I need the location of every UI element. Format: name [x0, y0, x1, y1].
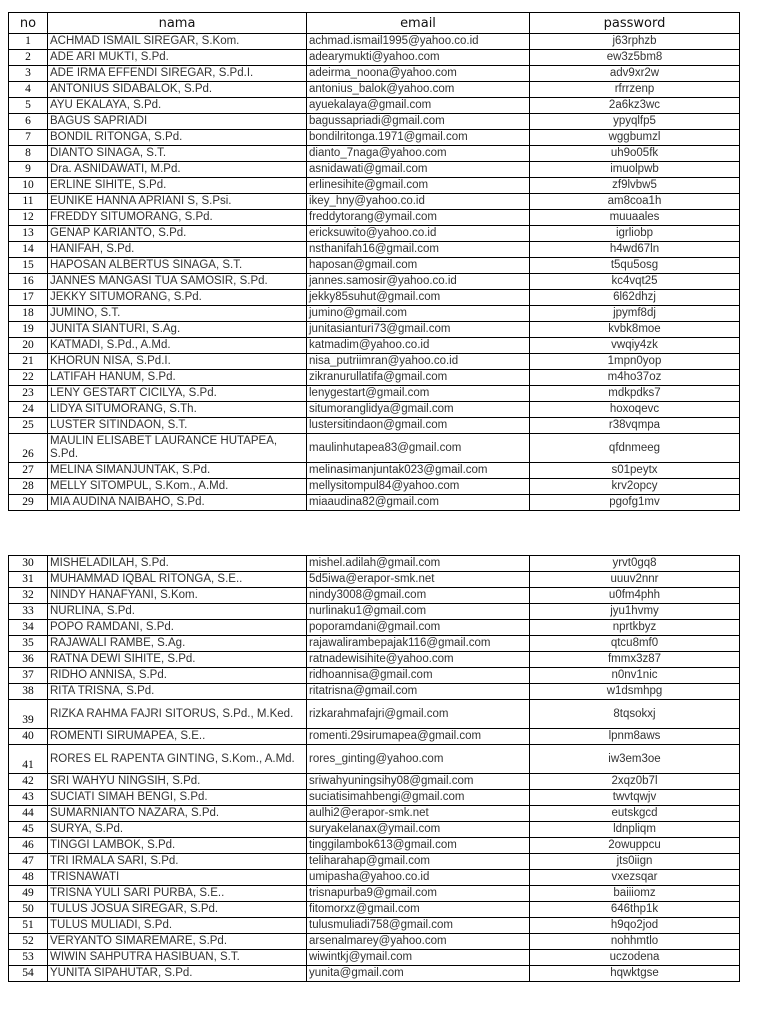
cell-no: 14 [9, 242, 48, 258]
table-row [9, 210, 740, 226]
cell-password: j63rphzb [530, 34, 740, 50]
cell-password: nohhmtlo [530, 934, 740, 950]
cell-nama: TRI IRMALA SARI, S.Pd. [48, 854, 307, 870]
cell-email: trisnapurba9@gmail.com [307, 886, 530, 902]
cell-password: qtcu8mf0 [530, 636, 740, 652]
cell-no: 12 [9, 210, 48, 226]
cell-email: jumino@gmail.com [307, 306, 530, 322]
cell-email: nurlinaku1@gmail.com [307, 604, 530, 620]
cell-password: 1mpn0yop [530, 354, 740, 370]
cell-nama: EUNIKE HANNA APRIANI S, S.Psi. [48, 194, 307, 210]
cell-no: 16 [9, 274, 48, 290]
cell-email: asnidawati@gmail.com [307, 162, 530, 178]
table-row [9, 146, 740, 162]
cell-no: 4 [9, 82, 48, 98]
table-row [9, 886, 740, 902]
cell-password: kvbk8moe [530, 322, 740, 338]
cell-nama: RAJAWALI RAMBE, S.Ag. [48, 636, 307, 652]
cell-password: 2a6kz3wc [530, 98, 740, 114]
table-row [9, 652, 740, 668]
cell-password: fmmx3z87 [530, 652, 740, 668]
cell-password: eutskgcd [530, 806, 740, 822]
table-row [9, 966, 740, 982]
table-row [9, 130, 740, 146]
table-row [9, 226, 740, 242]
cell-nama: YUNITA SIPAHUTAR, S.Pd. [48, 966, 307, 982]
cell-nama: RATNA DEWI SIHITE, S.Pd. [48, 652, 307, 668]
cell-no: 8 [9, 146, 48, 162]
cell-nama: KHORUN NISA, S.Pd.I. [48, 354, 307, 370]
cell-password: twvtqwjv [530, 790, 740, 806]
table-body-1 [9, 34, 740, 511]
header-no: no [9, 13, 48, 34]
cell-nama: MELINA SIMANJUNTAK, S.Pd. [48, 463, 307, 479]
cell-password: am8coa1h [530, 194, 740, 210]
cell-password: 8tqsokxj [530, 700, 740, 729]
cell-nama: AYU EKALAYA, S.Pd. [48, 98, 307, 114]
cell-no: 2 [9, 50, 48, 66]
cell-email: lustersitindaon@gmail.com [307, 418, 530, 434]
cell-password: jyu1hvmy [530, 604, 740, 620]
cell-nama: TRISNA YULI SARI PURBA, S.E.. [48, 886, 307, 902]
cell-nama: SRI WAHYU NINGSIH, S.Pd. [48, 774, 307, 790]
cell-no: 32 [9, 588, 48, 604]
cell-no: 29 [9, 495, 48, 511]
cell-password: pgofg1mv [530, 495, 740, 511]
cell-email: freddytorang@ymail.com [307, 210, 530, 226]
cell-password: ldnpliqm [530, 822, 740, 838]
table-row [9, 902, 740, 918]
table-row [9, 918, 740, 934]
header-nama: nama [48, 13, 307, 34]
cell-no: 1 [9, 34, 48, 50]
cell-nama: MUHAMMAD IQBAL RITONGA, S.E.. [48, 572, 307, 588]
table-row [9, 338, 740, 354]
cell-password: nprtkbyz [530, 620, 740, 636]
cell-no: 11 [9, 194, 48, 210]
cell-no: 7 [9, 130, 48, 146]
cell-password: w1dsmhpg [530, 684, 740, 700]
cell-nama: DIANTO SINAGA, S.T. [48, 146, 307, 162]
cell-email: ericksuwito@yahoo.co.id [307, 226, 530, 242]
cell-no: 37 [9, 668, 48, 684]
table-row [9, 684, 740, 700]
cell-password: igrliobp [530, 226, 740, 242]
cell-no: 38 [9, 684, 48, 700]
table-body-2 [9, 556, 740, 982]
table-row [9, 258, 740, 274]
cell-no: 19 [9, 322, 48, 338]
cell-nama: WIWIN SAHPUTRA HASIBUAN, S.T. [48, 950, 307, 966]
cell-nama: BONDIL RITONGA, S.Pd. [48, 130, 307, 146]
cell-no: 9 [9, 162, 48, 178]
cell-no: 36 [9, 652, 48, 668]
cell-no: 41 [9, 745, 48, 774]
cell-email: rajawalirambepajak116@gmail.com [307, 636, 530, 652]
cell-email: suciatisimahbengi@gmail.com [307, 790, 530, 806]
cell-password: rfrrzenp [530, 82, 740, 98]
table-row [9, 463, 740, 479]
cell-email: haposan@gmail.com [307, 258, 530, 274]
cell-password: krv2opcy [530, 479, 740, 495]
cell-email: zikranurullatifa@gmail.com [307, 370, 530, 386]
cell-email: wiwintkj@ymail.com [307, 950, 530, 966]
user-table-part-1 [8, 12, 740, 511]
cell-nama: VERYANTO SIMAREMARE, S.Pd. [48, 934, 307, 950]
cell-password: wggbumzl [530, 130, 740, 146]
cell-no: 23 [9, 386, 48, 402]
table-row [9, 806, 740, 822]
cell-email: ayuekalaya@gmail.com [307, 98, 530, 114]
cell-email: mellysitompul84@yahoo.com [307, 479, 530, 495]
cell-password: h4wd67ln [530, 242, 740, 258]
cell-nama: JUNITA SIANTURI, S.Ag. [48, 322, 307, 338]
cell-email: rores_ginting@yahoo.com [307, 745, 530, 774]
cell-email: tinggilambok613@gmail.com [307, 838, 530, 854]
table-row [9, 162, 740, 178]
cell-email: tulusmuliadi758@gmail.com [307, 918, 530, 934]
cell-nama: MIA AUDINA NAIBAHO, S.Pd. [48, 495, 307, 511]
cell-no: 54 [9, 966, 48, 982]
cell-no: 10 [9, 178, 48, 194]
cell-no: 51 [9, 918, 48, 934]
cell-password: uczodena [530, 950, 740, 966]
cell-nama: KATMADI, S.Pd., A.Md. [48, 338, 307, 354]
cell-nama: FREDDY SITUMORANG, S.Pd. [48, 210, 307, 226]
cell-password: 2xqz0b7l [530, 774, 740, 790]
cell-email: bondilritonga.1971@gmail.com [307, 130, 530, 146]
table-row [9, 790, 740, 806]
cell-nama: LENY GESTART CICILYA, S.Pd. [48, 386, 307, 402]
table-row [9, 418, 740, 434]
cell-password: adv9xr2w [530, 66, 740, 82]
cell-nama: HAPOSAN ALBERTUS SINAGA, S.T. [48, 258, 307, 274]
cell-password: hqwktgse [530, 966, 740, 982]
cell-no: 13 [9, 226, 48, 242]
cell-email: jannes.samosir@yahoo.co.id [307, 274, 530, 290]
table-row [9, 854, 740, 870]
cell-email: junitasianturi73@gmail.com [307, 322, 530, 338]
cell-nama: NURLINA, S.Pd. [48, 604, 307, 620]
cell-email: situmoranglidya@gmail.com [307, 402, 530, 418]
table-row [9, 729, 740, 745]
cell-password: s01peytx [530, 463, 740, 479]
cell-email: adeirma_noona@yahoo.com [307, 66, 530, 82]
cell-nama: LUSTER SITINDAON, S.T. [48, 418, 307, 434]
table-row [9, 354, 740, 370]
cell-email: miaaudina82@gmail.com [307, 495, 530, 511]
cell-email: ritatrisna@gmail.com [307, 684, 530, 700]
cell-password: t5qu5osg [530, 258, 740, 274]
table-row [9, 194, 740, 210]
cell-email: suryakelanax@ymail.com [307, 822, 530, 838]
cell-nama: SUCIATI SIMAH BENGI, S.Pd. [48, 790, 307, 806]
cell-no: 47 [9, 854, 48, 870]
cell-nama: GENAP KARIANTO, S.Pd. [48, 226, 307, 242]
cell-no: 25 [9, 418, 48, 434]
cell-password: jts0iign [530, 854, 740, 870]
cell-no: 33 [9, 604, 48, 620]
cell-no: 44 [9, 806, 48, 822]
cell-password: qfdnmeeg [530, 434, 740, 463]
table-row [9, 700, 740, 729]
cell-email: achmad.ismail1995@yahoo.co.id [307, 34, 530, 50]
cell-password: kc4vqt25 [530, 274, 740, 290]
cell-nama: TRISNAWATI [48, 870, 307, 886]
header-row [9, 13, 740, 34]
cell-email: 5d5iwa@erapor-smk.net [307, 572, 530, 588]
cell-no: 50 [9, 902, 48, 918]
table-row [9, 274, 740, 290]
table-row [9, 870, 740, 886]
table-row [9, 50, 740, 66]
cell-nama: TULUS MULIADI, S.Pd. [48, 918, 307, 934]
cell-password: ypyqlfp5 [530, 114, 740, 130]
cell-email: sriwahyuningsihy08@gmail.com [307, 774, 530, 790]
cell-password: muuaales [530, 210, 740, 226]
table-row [9, 604, 740, 620]
cell-no: 42 [9, 774, 48, 790]
cell-no: 52 [9, 934, 48, 950]
cell-nama: POPO RAMDANI, S.Pd. [48, 620, 307, 636]
cell-password: iw3em3oe [530, 745, 740, 774]
cell-no: 31 [9, 572, 48, 588]
cell-password: baiiiomz [530, 886, 740, 902]
cell-no: 24 [9, 402, 48, 418]
cell-password: uh9o05fk [530, 146, 740, 162]
cell-email: katmadim@yahoo.co.id [307, 338, 530, 354]
table-row [9, 98, 740, 114]
cell-password: u0fm4phh [530, 588, 740, 604]
cell-password: r38vqmpa [530, 418, 740, 434]
cell-email: yunita@gmail.com [307, 966, 530, 982]
cell-password: jpymf8dj [530, 306, 740, 322]
cell-nama: JEKKY SITUMORANG, S.Pd. [48, 290, 307, 306]
cell-email: rizkarahmafajri@gmail.com [307, 700, 530, 729]
cell-password: yrvt0gq8 [530, 556, 740, 572]
cell-no: 34 [9, 620, 48, 636]
cell-nama: TULUS JOSUA SIREGAR, S.Pd. [48, 902, 307, 918]
cell-no: 28 [9, 479, 48, 495]
cell-nama: MELLY SITOMPUL, S.Kom., A.Md. [48, 479, 307, 495]
cell-nama: JUMINO, S.T. [48, 306, 307, 322]
cell-email: antonius_balok@yahoo.com [307, 82, 530, 98]
cell-nama: RORES EL RAPENTA GINTING, S.Kom., A.Md. [48, 745, 307, 774]
cell-nama: ANTONIUS SIDABALOK, S.Pd. [48, 82, 307, 98]
user-table-part-2 [8, 555, 740, 982]
table-row [9, 370, 740, 386]
cell-password: mdkpdks7 [530, 386, 740, 402]
cell-email: nsthanifah16@gmail.com [307, 242, 530, 258]
cell-no: 20 [9, 338, 48, 354]
cell-nama: TINGGI LAMBOK, S.Pd. [48, 838, 307, 854]
cell-no: 6 [9, 114, 48, 130]
table-row [9, 34, 740, 50]
cell-no: 45 [9, 822, 48, 838]
cell-password: ew3z5bm8 [530, 50, 740, 66]
cell-email: maulinhutapea83@gmail.com [307, 434, 530, 463]
table-row [9, 178, 740, 194]
cell-email: umipasha@yahoo.co.id [307, 870, 530, 886]
cell-no: 40 [9, 729, 48, 745]
cell-email: ikey_hny@yahoo.co.id [307, 194, 530, 210]
cell-password: 646thp1k [530, 902, 740, 918]
cell-email: poporamdani@gmail.com [307, 620, 530, 636]
cell-password: uuuv2nnr [530, 572, 740, 588]
cell-nama: HANIFAH, S.Pd. [48, 242, 307, 258]
table-row [9, 402, 740, 418]
cell-nama: NINDY HANAFYANI, S.Kom. [48, 588, 307, 604]
table-row [9, 950, 740, 966]
cell-no: 3 [9, 66, 48, 82]
cell-no: 48 [9, 870, 48, 886]
cell-nama: ACHMAD ISMAIL SIREGAR, S.Kom. [48, 34, 307, 50]
cell-no: 43 [9, 790, 48, 806]
table-row [9, 306, 740, 322]
header-email: email [307, 13, 530, 34]
cell-email: mishel.adilah@gmail.com [307, 556, 530, 572]
cell-no: 35 [9, 636, 48, 652]
cell-password: hoxoqevc [530, 402, 740, 418]
header-password: password [530, 13, 740, 34]
table-row [9, 572, 740, 588]
cell-nama: BAGUS SAPRIADI [48, 114, 307, 130]
cell-nama: ADE IRMA EFFENDI SIREGAR, S.Pd.I. [48, 66, 307, 82]
cell-no: 27 [9, 463, 48, 479]
cell-email: nindy3008@gmail.com [307, 588, 530, 604]
table-row [9, 82, 740, 98]
cell-no: 17 [9, 290, 48, 306]
cell-password: h9qo2jod [530, 918, 740, 934]
cell-no: 26 [9, 434, 48, 463]
cell-email: melinasimanjuntak023@gmail.com [307, 463, 530, 479]
cell-email: nisa_putriimran@yahoo.co.id [307, 354, 530, 370]
table-row [9, 290, 740, 306]
table-row [9, 434, 740, 463]
cell-email: aulhi2@erapor-smk.net [307, 806, 530, 822]
cell-email: adearymukti@yahoo.com [307, 50, 530, 66]
cell-nama: RIDHO ANNISA, S.Pd. [48, 668, 307, 684]
table-row [9, 495, 740, 511]
cell-no: 30 [9, 556, 48, 572]
table-row [9, 822, 740, 838]
cell-nama: ERLINE SIHITE, S.Pd. [48, 178, 307, 194]
cell-email: bagussapriadi@gmail.com [307, 114, 530, 130]
table-row [9, 66, 740, 82]
table-row [9, 934, 740, 950]
cell-nama: ROMENTI SIRUMAPEA, S.E.. [48, 729, 307, 745]
cell-password: n0nv1nic [530, 668, 740, 684]
cell-no: 39 [9, 700, 48, 729]
table-row [9, 636, 740, 652]
table-row [9, 114, 740, 130]
table-row [9, 588, 740, 604]
cell-nama: SURYA, S.Pd. [48, 822, 307, 838]
cell-password: lpnm8aws [530, 729, 740, 745]
table-row [9, 556, 740, 572]
cell-email: romenti.29sirumapea@gmail.com [307, 729, 530, 745]
cell-password: 6l62dhzj [530, 290, 740, 306]
cell-no: 21 [9, 354, 48, 370]
cell-no: 18 [9, 306, 48, 322]
cell-email: fitomorxz@gmail.com [307, 902, 530, 918]
cell-no: 46 [9, 838, 48, 854]
cell-nama: LATIFAH HANUM, S.Pd. [48, 370, 307, 386]
cell-no: 53 [9, 950, 48, 966]
table-row [9, 745, 740, 774]
cell-nama: SUMARNIANTO NAZARA, S.Pd. [48, 806, 307, 822]
cell-password: imuolpwb [530, 162, 740, 178]
cell-password: vxezsqar [530, 870, 740, 886]
table-row [9, 322, 740, 338]
cell-nama: JANNES MANGASI TUA SAMOSIR, S.Pd. [48, 274, 307, 290]
cell-nama: LIDYA SITUMORANG, S.Th. [48, 402, 307, 418]
cell-nama: MAULIN ELISABET LAURANCE HUTAPEA, S.Pd. [48, 434, 307, 463]
cell-nama: RITA TRISNA, S.Pd. [48, 684, 307, 700]
table-row [9, 242, 740, 258]
cell-email: ratnadewisihite@yahoo.com [307, 652, 530, 668]
cell-email: jekky85suhut@gmail.com [307, 290, 530, 306]
cell-email: dianto_7naga@yahoo.com [307, 146, 530, 162]
cell-nama: RIZKA RAHMA FAJRI SITORUS, S.Pd., M.Ked. [48, 700, 307, 729]
cell-password: zf9lvbw5 [530, 178, 740, 194]
cell-email: arsenalmarey@yahoo.com [307, 934, 530, 950]
table-row [9, 479, 740, 495]
table-row [9, 774, 740, 790]
cell-email: teliharahap@gmail.com [307, 854, 530, 870]
cell-password: vwqiy4zk [530, 338, 740, 354]
cell-email: lenygestart@gmail.com [307, 386, 530, 402]
cell-no: 22 [9, 370, 48, 386]
table-row [9, 838, 740, 854]
table-row [9, 386, 740, 402]
cell-nama: Dra. ASNIDAWATI, M.Pd. [48, 162, 307, 178]
cell-email: erlinesihite@gmail.com [307, 178, 530, 194]
cell-email: ridhoannisa@gmail.com [307, 668, 530, 684]
cell-nama: MISHELADILAH, S.Pd. [48, 556, 307, 572]
cell-nama: ADE ARI MUKTI, S.Pd. [48, 50, 307, 66]
cell-no: 15 [9, 258, 48, 274]
cell-password: 2owuppcu [530, 838, 740, 854]
cell-password: m4ho37oz [530, 370, 740, 386]
cell-no: 5 [9, 98, 48, 114]
table-row [9, 668, 740, 684]
table-row [9, 620, 740, 636]
cell-no: 49 [9, 886, 48, 902]
